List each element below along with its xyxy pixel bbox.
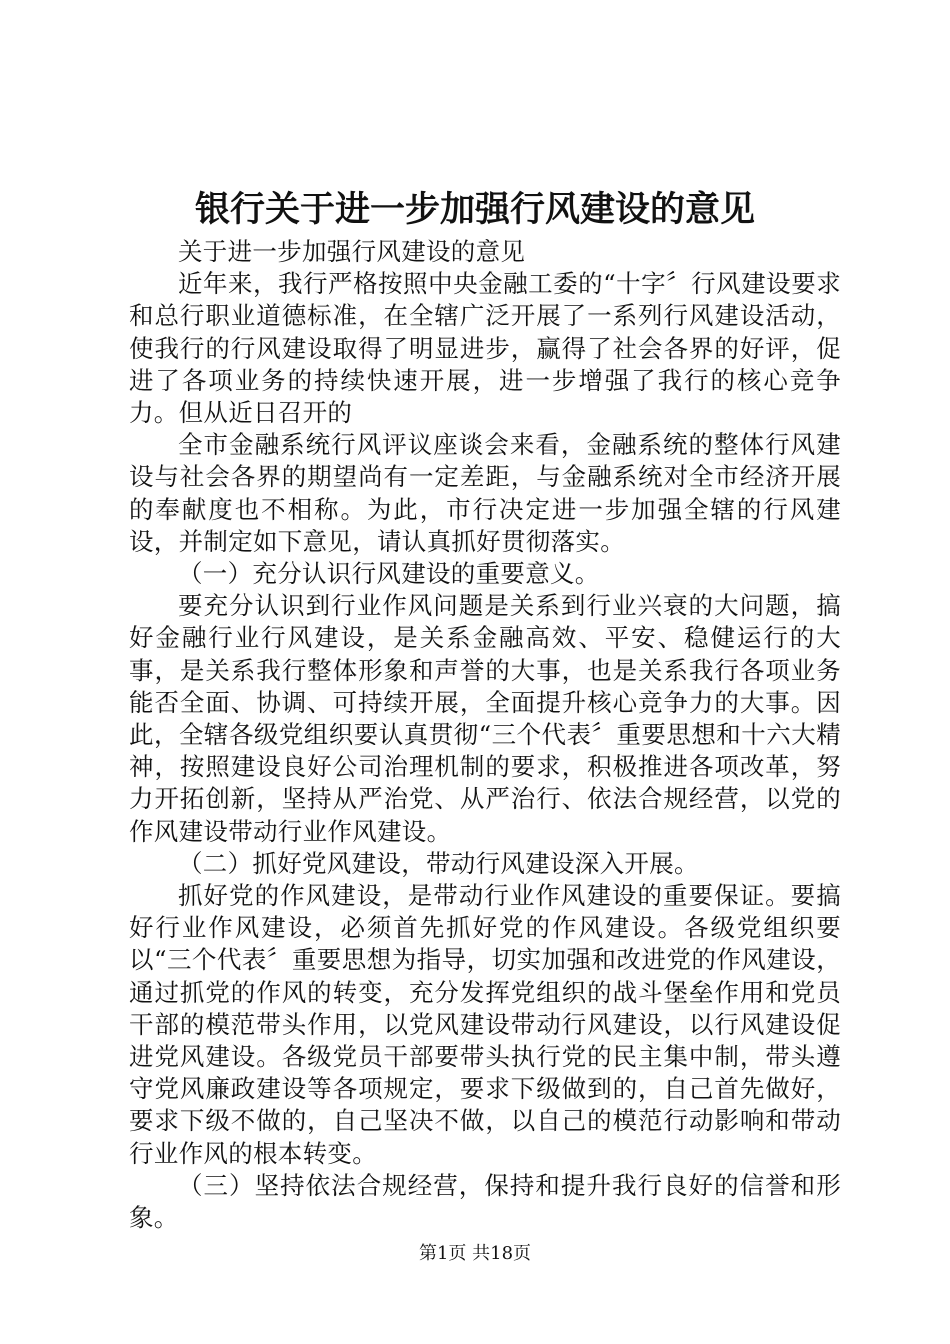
paragraph-subtitle: 关于进一步加强行风建设的意见: [178, 237, 526, 266]
section-heading-2: （二）抓好党风建设，带动行风建设深入开展。: [178, 848, 699, 878]
page-footer: 第1页 共18页: [418, 1243, 532, 1264]
document-body: [129, 236, 841, 1234]
paragraph-intro: 近年来，我行严格按照中央金融工委的“十字〞行风建设要求和总行职业道德标准，在全辖广泛开展了一系列行风建设活动，使我行的行风建设取得了明显进步，赢得了社会各界的好评，促进了各项业务的持续快速开展，进一步增强了我行的核心竞争力。但从近日召开的: [129, 269, 841, 428]
section-heading-1: （一）充分认识行风建设的重要意义。: [178, 559, 600, 589]
section-heading-3: （三）坚持依法合规经营，保持和提升我行良好的信誉和形象。: [129, 1170, 841, 1233]
paragraph-section-1: 要充分认识到行业作风问题是关系到行业兴衰的大问题，搞好金融行业行风建设，是关系金融高效、平安、稳健运行的大事，是关系我行整体形象和声誉的大事，也是关系我行各项业务能否全面、协调、可持续开展，全面提升核心竞争力的大事。因此，全辖各级党组织要认真贯彻“三个代表〞重要思想和十六大精神，按照建设良好公司治理机制的要求，积极推进各项改革，努力开拓创新，坚持从严治党、从严治行、依法合规经营，以党的作风建设带动行业作风建设。: [129, 591, 841, 846]
document-title: 银行关于进一步加强行风建设的意见: [194, 189, 755, 230]
paragraph-context: 全市金融系统行风评议座谈会来看，金融系统的整体行风建设与社会各界的期望尚有一定差距，与金融系统对全市经济开展的奉献度也不相称。为此，市行决定进一步加强全辖的行风建设，并制定如下意见，请认真抓好贯彻落实。: [129, 430, 841, 556]
paragraph-section-2: 抓好党的作风建设，是带动行业作风建设的重要保证。要搞好行业作风建设，必须首先抓好党的作风建设。各级党组织要以“三个代表〞重要思想为指导，切实加强和改进党的作风建设，通过抓党的作风的转变，充分发挥党组织的战斗堡垒作用和党员干部的模范带头作用，以党风建设带动行风建设，以行风建设促进党风建设。各级党员干部要带头执行党的民主集中制，带头遵守党风廉政建设等各项规定，要求下级做到的，自己首先做好，要求下级不做的，自己坚决不做，以自己的模范行动影响和带动行业作风的根本转变。: [129, 881, 841, 1168]
